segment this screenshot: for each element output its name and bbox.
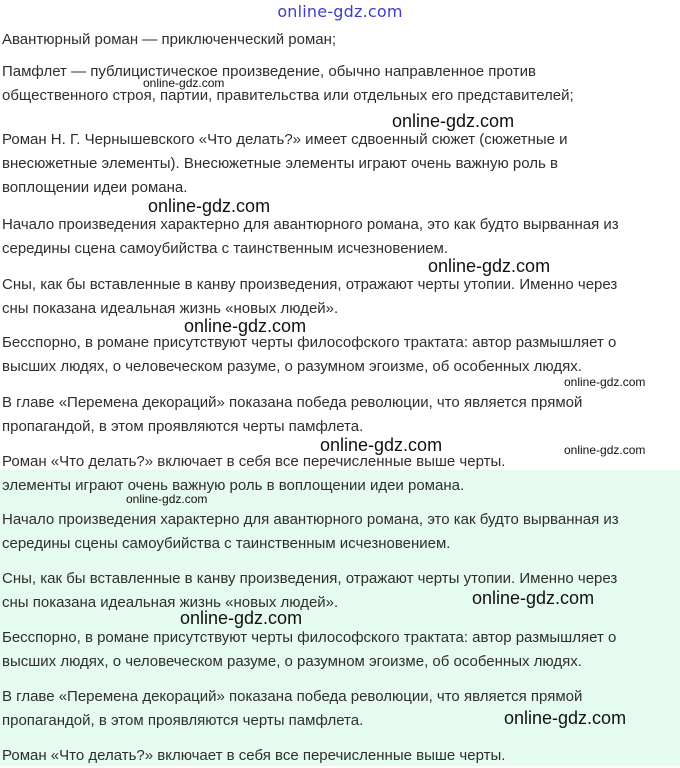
watermark: online-gdz.com — [180, 608, 303, 628]
watermark: online-gdz.com — [504, 708, 627, 728]
text-line: середины сцена самоубийства с таинственным исчезновением. — [2, 240, 449, 257]
paragraph-beginning — [2, 213, 678, 261]
paragraph-pamphlet — [2, 60, 678, 108]
text-line: Начало произведения характерно для авантюрного романа, это как будто вырванная из — [2, 216, 619, 233]
watermark: online-gdz.com — [184, 316, 307, 336]
text-line: середины сцены самоубийства с таинственным исчезновением. — [2, 535, 451, 552]
text-line: общественного строя, партии, правительства или отдельных его представителей; — [2, 87, 574, 104]
text-line: внесюжетные элементы). Внесюжетные элементы играют очень важную роль в — [2, 155, 558, 172]
paragraph-conclusion-repeat — [2, 744, 678, 768]
watermark: online-gdz.com — [143, 76, 225, 90]
watermark: online-gdz.com — [126, 492, 208, 506]
text-line: Начало произведения характерно для авантюрного романа, это как будто вырванная из — [2, 511, 619, 528]
text-line: высших людях, о человеческом разуме, о разумном эгоизме, об особенных людях. — [2, 653, 582, 670]
watermark: online-gdz.com — [564, 375, 646, 389]
text-line: сны показана идеальная жизнь «новых людей». — [2, 300, 339, 317]
paragraph-dreams — [2, 273, 678, 321]
paragraph-philosophy — [2, 331, 678, 379]
text-line: сны показана идеальная жизнь «новых людей». — [2, 594, 339, 611]
paragraph-elements — [2, 474, 678, 498]
text-line: пропагандой, в этом проявляются черты памфлета. — [2, 418, 364, 435]
watermark: online-gdz.com — [564, 443, 646, 457]
watermark: online-gdz.com — [148, 196, 271, 216]
paragraph-adventure-novel — [2, 28, 678, 52]
watermark: online-gdz.com — [472, 588, 595, 608]
paragraph-double-plot — [2, 128, 678, 200]
paragraph-revolution — [2, 391, 678, 439]
watermark: online-gdz.com — [392, 111, 515, 131]
text-line: пропагандой, в этом проявляются черты памфлета. — [2, 712, 364, 729]
text-line: В главе «Перемена декораций» показана победа революции, что является прямой — [2, 688, 583, 705]
text-line: Памфлет — публицистическое произведение, обычно направленное против — [2, 63, 536, 80]
text-line: Роман «Что делать?» включает в себя все перечисленные выше черты. — [2, 747, 506, 764]
text-line: Сны, как бы вставленные в канву произведения, отражают черты утопии. Именно через — [2, 276, 618, 293]
top-watermark: online-gdz.com — [277, 2, 403, 21]
paragraph-beginning-repeat — [2, 508, 678, 556]
text-line: Бесспорно, в романе присутствуют черты философского трактата: автор размышляет о — [2, 629, 617, 646]
text-line: Сны, как бы вставленные в канву произведения, отражают черты утопии. Именно через — [2, 570, 618, 587]
text-line: Роман Н. Г. Чернышевского «Что делать?» имеет сдвоенный сюжет (сюжетные и — [2, 131, 568, 148]
text-line: высших людях, о человеческом разуме, о разумном эгоизме, об особенных людях. — [2, 358, 582, 375]
watermark: online-gdz.com — [320, 435, 443, 455]
paragraph-philosophy-repeat — [2, 626, 678, 674]
watermark: online-gdz.com — [428, 256, 551, 276]
text-line: В главе «Перемена декораций» показана победа революции, что является прямой — [2, 394, 583, 411]
text-line: Авантюрный роман — приключенческий роман; — [2, 31, 337, 48]
text-line: элементы играют очень важную роль в воплощении идеи романа. — [2, 477, 465, 494]
text-line: воплощении идеи романа. — [2, 179, 188, 196]
text-line: Роман «Что делать?» включает в себя все перечисленные выше черты. — [2, 453, 506, 470]
text-line: Бесспорно, в романе присутствуют черты философского трактата: автор размышляет о — [2, 334, 617, 351]
